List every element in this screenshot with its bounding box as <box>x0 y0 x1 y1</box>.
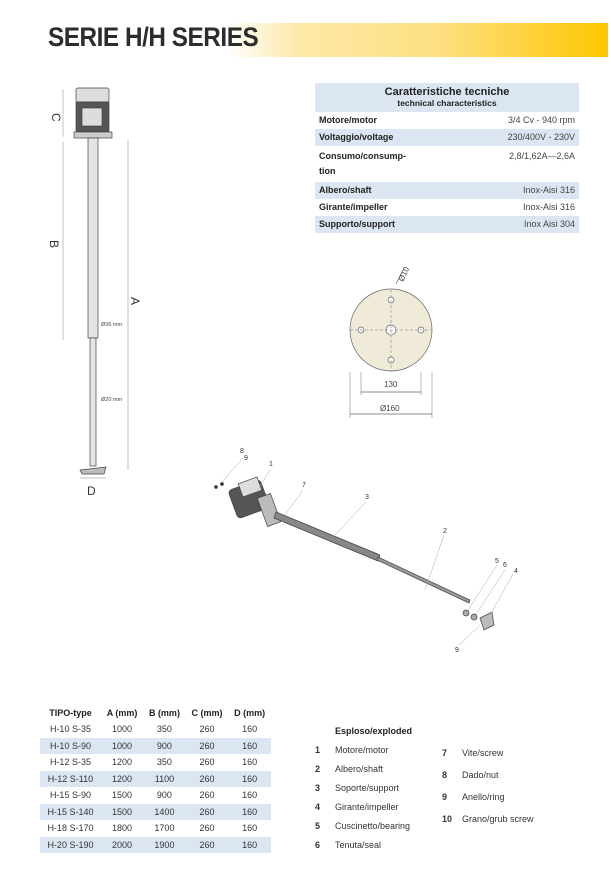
callout-1: 1 <box>269 461 273 468</box>
table-cell: 1800 <box>112 823 133 834</box>
spec-value: 3/4 Cv - 940 rpm <box>507 115 575 125</box>
table-row <box>40 754 271 771</box>
dim-d-label: D <box>87 484 96 498</box>
table-cell: 2000 <box>101 837 143 854</box>
col-header: A (mm) <box>106 707 138 718</box>
table-cell: 160 <box>228 837 271 854</box>
spec-title-en: technical characteristics <box>397 98 497 108</box>
legend-number: 7 <box>442 748 448 758</box>
table-cell: 350 <box>156 724 172 735</box>
exploded-callouts <box>240 448 518 654</box>
callout-5: 5 <box>495 558 499 565</box>
callout-3: 3 <box>365 494 369 501</box>
callout-2: 2 <box>443 528 447 535</box>
table-cell: H-10 S-90 <box>40 738 101 755</box>
legend-label: Vite/screw <box>462 748 504 758</box>
spec-value: Inox Aisi 304 <box>523 219 575 229</box>
table-cell: 1500 <box>101 804 143 821</box>
table-row <box>40 738 271 755</box>
table-cell: 160 <box>228 804 271 821</box>
table-cell: H-20 S-190 <box>40 837 101 854</box>
flange-drawing <box>350 268 432 418</box>
dia-lower-label: Ø20 mm <box>101 397 123 403</box>
spec-value: 230/400V - 230V <box>507 132 575 142</box>
spec-title-it: Caratteristiche tecniche <box>384 86 510 98</box>
table-cell: 1700 <box>154 823 175 834</box>
table-cell: H-15 S-140 <box>40 804 101 821</box>
spec-label: Albero/shaft <box>319 185 372 195</box>
table-cell: 160 <box>228 771 271 788</box>
page-title: SERIE H/H SERIES <box>48 22 259 52</box>
callout-6: 6 <box>503 562 507 569</box>
legend-label: Dado/nut <box>462 770 499 780</box>
spec-label: Supporto/support <box>319 219 395 229</box>
models-table <box>40 704 271 853</box>
flange-outer-label: Ø160 <box>380 404 400 413</box>
spec-label: Girante/impeller <box>319 202 388 212</box>
legend-label: Cuscinetto/bearing <box>335 821 411 831</box>
legend-number: 5 <box>315 821 321 831</box>
legend-label: Girante/impeller <box>335 802 399 812</box>
legend-label: Anello/ring <box>462 792 505 802</box>
table-cell: H-12 S-35 <box>49 757 91 768</box>
callout-8: 8 <box>240 448 244 455</box>
table-cell: 1200 <box>101 771 143 788</box>
table-cell: 260 <box>199 823 215 834</box>
table-row <box>40 837 271 854</box>
spec-value: Inox-Aisi 316 <box>522 185 575 195</box>
callout-9: 9 <box>244 455 248 462</box>
table-cell: H-10 S-35 <box>49 724 91 735</box>
spec-label: Voltaggio/voltage <box>319 132 394 142</box>
callout-7: 7 <box>302 482 306 489</box>
table-cell: 260 <box>199 790 215 801</box>
table-row <box>40 820 271 837</box>
col-header: TIPO-type <box>49 707 92 718</box>
table-cell: 1500 <box>112 790 133 801</box>
table-cell: 160 <box>242 790 258 801</box>
table-cell: 1000 <box>112 724 133 735</box>
table-cell: 900 <box>143 738 186 755</box>
legend-label: Tenuta/seal <box>335 840 382 850</box>
spec-label: Motore/motor <box>319 115 377 125</box>
legend-number: 1 <box>315 745 321 755</box>
table-cell: H-15 S-90 <box>49 790 91 801</box>
table-cell: 260 <box>186 837 229 854</box>
dim-a-label: A <box>128 297 142 306</box>
legend-number: 4 <box>315 802 321 812</box>
table-cell: 260 <box>186 804 229 821</box>
flange-pitch-label: 130 <box>384 380 398 389</box>
legend-label: Motore/motor <box>335 745 389 755</box>
exploded-view <box>215 458 514 645</box>
flange-hole-label: Ø10 <box>396 265 412 283</box>
spec-value: 2,8/1,62A—2,6A <box>508 151 575 161</box>
table-cell: 160 <box>242 823 258 834</box>
table-cell: 1900 <box>143 837 186 854</box>
table-cell: 260 <box>199 757 215 768</box>
table-cell: 260 <box>199 724 215 735</box>
exploded-title: Esploso/exploded <box>335 726 413 736</box>
table-row <box>40 721 271 738</box>
legend-number: 8 <box>442 770 448 780</box>
table-cell: 1200 <box>112 757 133 768</box>
table-row <box>40 804 271 821</box>
legend-label: Soporte/support <box>335 783 400 793</box>
table-cell: 160 <box>242 724 258 735</box>
callout-9b: 9 <box>455 647 459 654</box>
table-row <box>40 771 271 788</box>
legend-label: Grano/grub screw <box>462 814 534 824</box>
legend-number: 9 <box>442 792 448 802</box>
col-header: D (mm) <box>234 707 266 718</box>
dia-upper-label: Ø36 mm <box>101 322 123 328</box>
agitator-drawing <box>63 88 128 478</box>
legend-number: 10 <box>442 814 453 824</box>
table-cell: 260 <box>186 738 229 755</box>
table-header <box>40 704 271 721</box>
spec-value: Inox-Aisi 316 <box>522 202 575 212</box>
table-cell: 160 <box>228 738 271 755</box>
legend-number: 3 <box>315 783 321 793</box>
col-header: B (mm) <box>148 707 180 718</box>
table-cell: 260 <box>186 771 229 788</box>
table-cell: H-18 S-170 <box>47 823 94 834</box>
table-cell: 1400 <box>143 804 186 821</box>
table-row <box>40 787 271 804</box>
spec-label: Consumo/consump-tion <box>319 151 406 176</box>
legend-number: 2 <box>315 764 321 774</box>
callout-4: 4 <box>514 568 518 575</box>
legend-label: Albero/shaft <box>335 764 384 774</box>
dim-c-label: C <box>49 113 63 122</box>
table-cell: 1000 <box>101 738 143 755</box>
table-cell: 160 <box>242 757 258 768</box>
col-header: C (mm) <box>191 707 223 718</box>
legend-number: 6 <box>315 840 321 850</box>
table-cell: 900 <box>156 790 172 801</box>
dim-b-label: B <box>47 240 61 249</box>
table-cell: H-12 S-110 <box>40 771 101 788</box>
table-cell: 350 <box>156 757 172 768</box>
table-cell: 1100 <box>143 771 186 788</box>
